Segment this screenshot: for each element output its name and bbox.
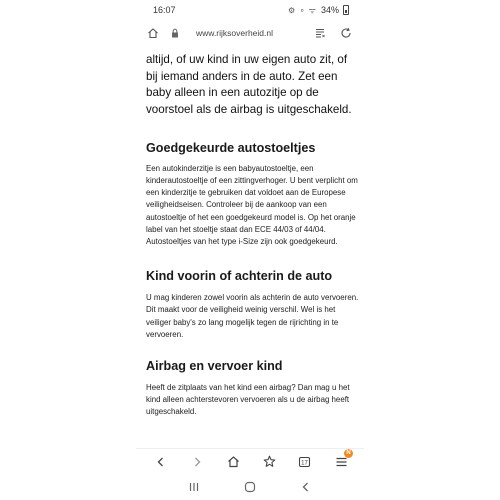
back-icon[interactable] (298, 479, 314, 495)
browser-toolbar (136, 448, 364, 474)
menu-icon[interactable] (332, 450, 351, 471)
section-heading: Goedgekeurde autostoeltjes (146, 140, 316, 155)
back-icon[interactable] (152, 453, 170, 471)
menu-badge: N (344, 449, 353, 458)
phone-screen (136, 0, 364, 500)
reload-icon[interactable] (338, 25, 354, 41)
bookmark-star-icon[interactable] (260, 453, 278, 471)
section-body: Heeft de zitplaats van het kind een airbag? Dan mag u het kind alleen achterstevoren vervoeren als u de airbag heeft uitgeschakeld. (146, 383, 350, 417)
status-indicators: ⚙ ∘ ᯤ (288, 5, 317, 15)
section-heading: Airbag en vervoer kind (146, 359, 283, 374)
tabs-icon[interactable] (296, 453, 314, 471)
forward-icon[interactable] (188, 453, 206, 471)
home-button-icon[interactable] (242, 479, 258, 495)
section-body: Een autokinderzitje is een babyautostoeltje, een kinderautostoeltje of een zittingverhoger. U bent verplicht om een kinderzitje te gebruiken dat voldoet aan de Europese veiligheidseisen. Controleer bij de aankoop van een autostoeltje of het een goedgekeurd model is. Op het oranje label van het stoeltje staat dan ECE 44/03 of 44/04. Autostoeltjes van het type i-Size zijn ook goedgekeurd. (146, 163, 358, 247)
section-heading: Kind voorin of achterin de auto (146, 269, 333, 284)
reader-mode-icon[interactable] (312, 25, 328, 41)
url-text[interactable]: www.rijksoverheid.nl (196, 28, 273, 38)
home-icon[interactable] (146, 26, 160, 40)
home-icon[interactable] (224, 453, 242, 471)
tabs-count: 17 (301, 460, 308, 467)
article-content (146, 46, 361, 446)
section-airbag (146, 359, 361, 419)
content-fade (136, 438, 364, 448)
system-nav-bar (136, 474, 364, 500)
lead-paragraph: altijd, of uw kind in uw eigen auto zit, of bij iemand anders in de auto. Zet een baby alleen in een autozitje op de voorstoel als de airbag is uitgeschakeld. (146, 53, 352, 117)
status-time: 16:07 (153, 5, 176, 15)
battery-percent: 34% (320, 5, 339, 15)
battery-icon (343, 5, 349, 15)
browser-url-bar (136, 20, 364, 46)
section-approved-car-seats (146, 141, 361, 248)
status-bar (136, 0, 364, 20)
section-front-or-back (146, 269, 361, 341)
recent-apps-icon[interactable] (186, 479, 202, 495)
lock-icon (170, 27, 180, 39)
section-body: U mag kinderen zowel voorin als achterin de auto vervoeren. Dit maakt voor de veiligheid weinig verschil. Wel is het veiliger baby's zo lang mogelijk tegen de rijrichting in te vervoeren. (146, 293, 359, 339)
status-right (288, 5, 349, 16)
